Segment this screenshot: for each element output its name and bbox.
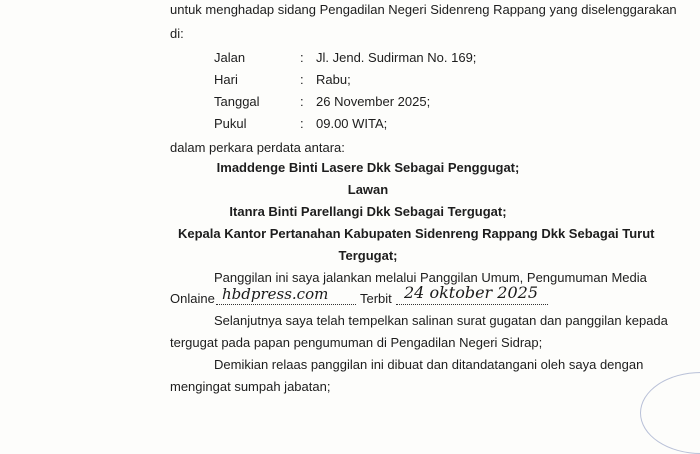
detail-label-pukul: Pukul bbox=[214, 116, 247, 131]
detail-colon-hari: : bbox=[300, 72, 304, 87]
stamp-seal-edge bbox=[640, 372, 700, 454]
online-label: Onlaine bbox=[170, 291, 215, 306]
detail-value-pukul: 09.00 WITA; bbox=[316, 116, 388, 131]
intro-line: untuk menghadap sidang Pengadilan Negeri Sidenreng Rappang yang diselenggarakan bbox=[170, 2, 677, 17]
online-value-handwritten: hbdpress.com bbox=[222, 285, 329, 303]
party-turut-tergugat-cont: Tergugat; bbox=[338, 248, 398, 263]
party-penggugat: Imaddenge Binti Lasere Dkk Sebagai Penggugat; bbox=[216, 160, 520, 175]
detail-value-tanggal: 26 November 2025; bbox=[316, 94, 431, 109]
terbit-dotted-line bbox=[396, 304, 548, 305]
para-demikian-line1: Demikian relaas panggilan ini dibuat dan ditandatangani oleh saya dengan bbox=[214, 357, 644, 372]
perkara-line: dalam perkara perdata antara: bbox=[170, 140, 345, 155]
detail-label-jalan: Jalan bbox=[214, 50, 246, 65]
terbit-label: Terbit bbox=[360, 291, 392, 306]
party-turut-tergugat: Kepala Kantor Pertanahan Kabupaten Sidenreng Rappang Dkk Sebagai Turut bbox=[178, 226, 655, 241]
detail-colon-tanggal: : bbox=[300, 94, 304, 109]
detail-value-hari: Rabu; bbox=[316, 72, 351, 87]
online-dotted-line bbox=[216, 304, 356, 305]
di-label: di: bbox=[170, 26, 184, 41]
para-tempel-line2: tergugat pada papan pengumuman di Pengadilan Negeri Sidrap; bbox=[170, 335, 543, 350]
party-lawan: Lawan bbox=[347, 182, 389, 197]
detail-value-jalan: Jl. Jend. Sudirman No. 169; bbox=[316, 50, 477, 65]
detail-label-tanggal: Tanggal bbox=[214, 94, 260, 109]
detail-colon-pukul: : bbox=[300, 116, 304, 131]
detail-label-hari: Hari bbox=[214, 72, 238, 87]
para-demikian-line2: mengingat sumpah jabatan; bbox=[170, 379, 331, 394]
para-tempel-line1: Selanjutnya saya telah tempelkan salinan surat gugatan dan panggilan kepada bbox=[214, 313, 668, 328]
detail-colon-jalan: : bbox=[300, 50, 304, 65]
party-tergugat: Itanra Binti Parellangi Dkk Sebagai Tergugat; bbox=[229, 204, 507, 219]
terbit-value-handwritten: 24 oktober 2025 bbox=[404, 283, 538, 302]
para-panggilan: Panggilan ini saya jalankan melalui Panggilan Umum, Pengumuman Media bbox=[214, 270, 647, 285]
